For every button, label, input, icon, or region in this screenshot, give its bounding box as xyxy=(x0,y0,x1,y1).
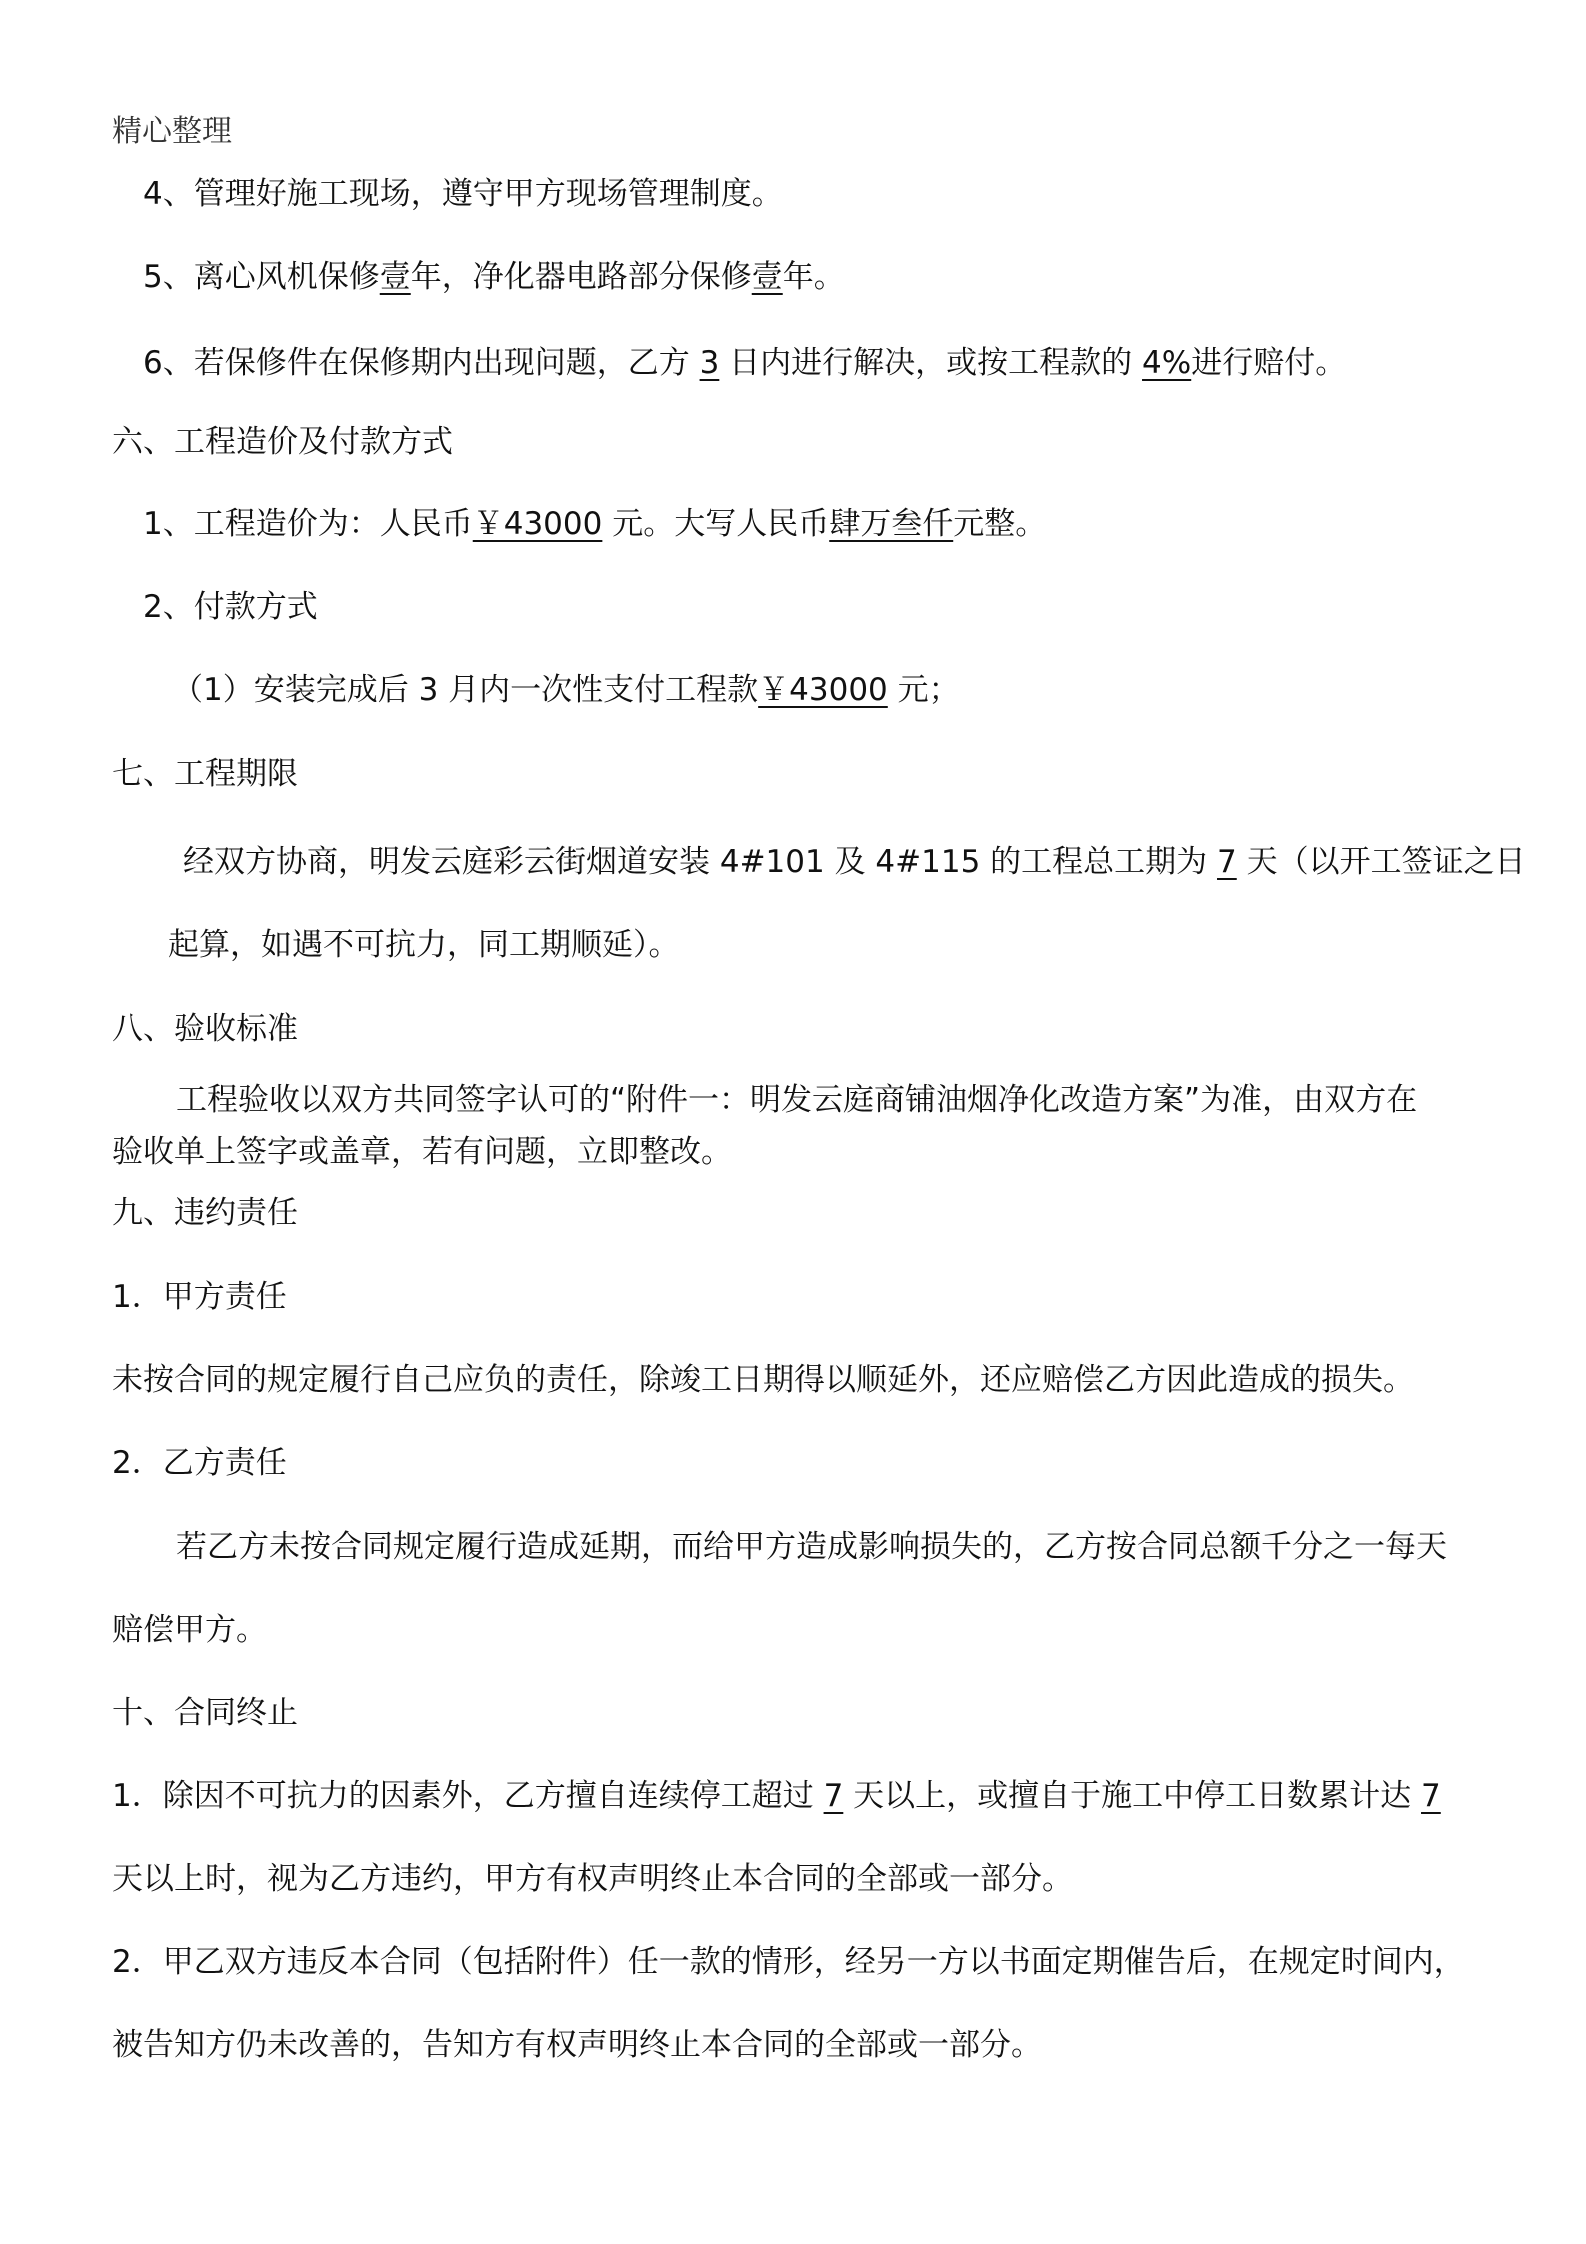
sec8-line-1: 工程验收以双方共同签字认可的“附件一：明发云庭商铺油烟净化改造方案”为准，由双方在 xyxy=(176,1082,1418,1118)
sec6-sub-1: （1）安装完成后 3 月内一次性支付工程款￥43000 元； xyxy=(172,672,960,708)
underlined-field: 7 xyxy=(1421,1778,1441,1814)
warranty-item-6: 6、若保修件在保修期内出现问题，乙方 3 日内进行解决，或按工程款的 4%进行赔付。 xyxy=(143,345,1347,381)
sec8-line-2: 验收单上签字或盖章，若有问题，立即整改。 xyxy=(112,1134,732,1170)
sec10-item-2-line-1: 2．甲乙双方违反本合同（包括附件）任一款的情形，经另一方以书面定期催告后，在规定时间内， xyxy=(112,1944,1465,1980)
sec9-party-b-line-1: 若乙方未按合同规定履行造成延期，而给甲方造成影响损失的，乙方按合同总额千分之一每天 xyxy=(176,1529,1447,1565)
sec10-item-2-line-2: 被告知方仍未改善的，告知方有权声明终止本合同的全部或一部分。 xyxy=(112,2027,1042,2063)
underlined-field: 壹 xyxy=(379,259,411,295)
section-9-title: 九、违约责任 xyxy=(112,1195,298,1231)
sec6-item-1: 1、工程造价为：人民币￥43000 元。大写人民币肆万叁仟元整。 xyxy=(143,506,1047,542)
underlined-field: 7 xyxy=(823,1778,844,1814)
sec9-party-b-title: 2．乙方责任 xyxy=(112,1445,287,1481)
page-header: 精心整理 xyxy=(112,114,232,149)
sec9-party-b-line-2: 赔偿甲方。 xyxy=(112,1612,267,1648)
sec10-item-1-line-1: 1．除因不可抗力的因素外，乙方擅自连续停工超过 7 天以上，或擅自于施工中停工日数累计达 7 xyxy=(112,1778,1441,1814)
sec9-party-a-title: 1．甲方责任 xyxy=(112,1279,287,1315)
underlined-field: 7 xyxy=(1217,844,1237,880)
sec7-line-1: 经双方协商，明发云庭彩云街烟道安装 4#101 及 4#115 的工程总工期为 7 天（以开工签证之日 xyxy=(183,844,1526,880)
sec7-line-2: 起算，如遇不可抗力，同工期顺延）。 xyxy=(168,927,680,963)
section-6-title: 六、工程造价及付款方式 xyxy=(112,424,453,460)
sec6-item-2: 2、付款方式 xyxy=(143,589,318,625)
underlined-field: 3 xyxy=(699,345,720,381)
section-10-title: 十、合同终止 xyxy=(112,1695,298,1731)
underlined-field: 壹 xyxy=(751,259,783,295)
underlined-field: ￥43000 xyxy=(472,506,603,542)
underlined-field: 肆万叁仟 xyxy=(829,506,954,542)
sec10-item-1-line-2: 天以上时，视为乙方违约，甲方有权声明终止本合同的全部或一部分。 xyxy=(112,1861,1073,1897)
warranty-item-4: 4、管理好施工现场，遵守甲方现场管理制度。 xyxy=(143,176,783,212)
warranty-item-5: 5、离心风机保修壹年，净化器电路部分保修壹年。 xyxy=(143,259,845,295)
underlined-field: 4% xyxy=(1142,345,1192,381)
underlined-field: ￥43000 xyxy=(758,672,888,708)
section-7-title: 七、工程期限 xyxy=(112,756,298,792)
sec9-party-a-text: 未按合同的规定履行自己应负的责任，除竣工日期得以顺延外，还应赔偿乙方因此造成的损失。 xyxy=(112,1362,1414,1398)
section-8-title: 八、验收标准 xyxy=(112,1011,298,1047)
